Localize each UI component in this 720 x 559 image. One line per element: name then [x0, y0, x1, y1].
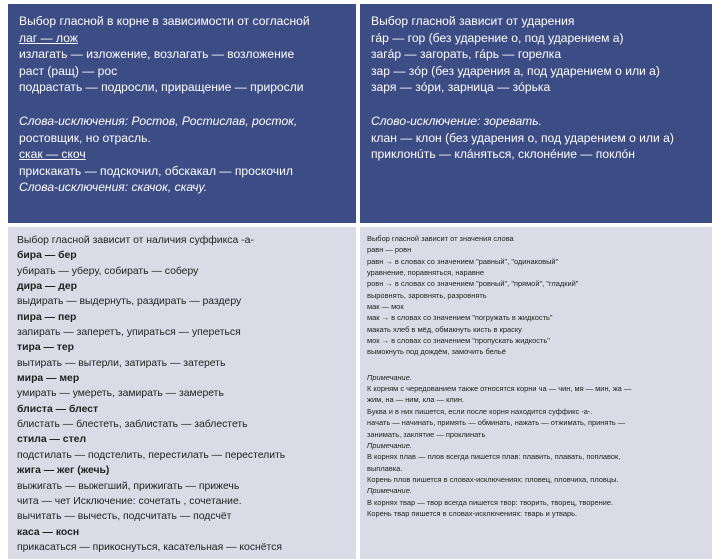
root-pair: лаг — лож — [19, 30, 78, 45]
example-line: выдирать — выдернуть, раздирать — раздеру — [17, 296, 242, 308]
root-pair: стила — стел — [17, 434, 87, 446]
root-pair: каса — косн — [17, 526, 80, 538]
note-heading: Примечание. — [367, 440, 412, 450]
exceptions-line: Слово-исключение: зоревать. — [371, 113, 542, 128]
exceptions-line: ростовщик, но отрасль. — [19, 130, 151, 145]
note-line: жим, на — ним, кла — клин. — [367, 395, 465, 405]
heading-suffix-rule: Выбор гласной зависит от наличия суффикса -а- — [17, 235, 254, 246]
example-line: прискакать — подскочил, обскакал — проскочил — [19, 163, 293, 178]
exceptions-line: Слова-исключения: Ростов, Ростислав, росток, — [19, 113, 298, 128]
example-line: вычитать — вычесть, подсчитать — подсчёт — [17, 511, 232, 523]
note-line: В корнях твар — твор всегда пишется твор: творить, творец, творение. — [367, 497, 614, 507]
note-line: Буква и в них пишется, если после корня находится суффикс -а-. — [367, 406, 593, 416]
rule-line: ровн → в словах со значением "ровный", "прямой", "гладкий" — [367, 279, 579, 289]
root-pair: блиста — блест — [17, 403, 99, 415]
rules-table — [8, 4, 712, 553]
example-line: приклонúть — клáняться, склонéние — поклóн — [371, 147, 635, 162]
cell-bottom-left — [8, 227, 356, 559]
root-pair: зар — зóр (без ударения а, под ударением о или а) — [371, 63, 660, 78]
root-pair: чита — чет Исключение: сочетать , сочетание. — [17, 495, 242, 507]
rule-line: равн → в словах со значением "равный", "одинаковый" — [367, 256, 559, 266]
root-pair: мира — мер — [17, 373, 80, 385]
root-pair: жига — жег (жечь) — [17, 465, 110, 477]
example-line: загáр — загорать, гáрь — горелка — [371, 47, 562, 62]
example-line: убирать — уберу, собирать — соберу — [17, 265, 199, 277]
note-line: Корень плов пишется в словах-исключениях: пловец, пловчиха, пловцы. — [367, 474, 619, 484]
example-line: заря — зóри, зарница — зóрька — [371, 80, 551, 95]
exceptions-line: Слова-исключения: скачок, скачу. — [19, 180, 208, 195]
cell-top-left — [8, 4, 356, 223]
root-pair: тира — тер — [17, 342, 74, 354]
note-line: Корень твар пишется в словах-исключениях: тварь и утварь. — [367, 508, 578, 518]
cell-bottom-right — [360, 227, 712, 559]
note-heading: Примечание. — [367, 486, 412, 496]
note-line: выплавка. — [367, 463, 403, 473]
root-pair: равн — ровн — [367, 245, 412, 255]
root-pair: клан — клон (без ударения о, под ударением о или а) — [371, 130, 674, 145]
heading-stress-rule: Выбор гласной зависит от ударения — [371, 14, 575, 28]
example-line: блистать — блестеть, заблистать — заблестеть — [17, 419, 248, 431]
root-pair: гáр — гор (без ударение о, под ударением а) — [371, 30, 624, 45]
root-pair: мак — мок — [367, 302, 404, 312]
example-line: уравнение, поравняться, наравне — [367, 268, 485, 278]
rule-line: мак → в словах со значением "погружать в жидкость" — [367, 313, 553, 323]
example-line: макать хлеб в мёд, обмакнуть кисть в краску — [367, 324, 522, 334]
root-pair: бира — бер — [17, 250, 77, 262]
example-line: вытирать — вытерли, затирать — затереть — [17, 357, 226, 369]
root-pair: раст (ращ) — рос — [19, 63, 118, 78]
note-line: занимать, заклятие — проклинать — [367, 429, 486, 439]
rule-line: мок → в словах со значением "пропускать жидкость" — [367, 336, 550, 346]
example-line: подстилать — подстелить, перестилать — перестелить — [17, 449, 286, 461]
example-line: выжигать — выжегший, прижигать — прижечь — [17, 480, 240, 492]
root-pair: пира — пер — [17, 311, 77, 323]
note-line: К корням с чередованием также относятся корни ча — чин, мя — мин, жа — — [367, 384, 632, 394]
example-line: выровнять, заровнять, разровнять — [367, 290, 487, 300]
example-line: подрастать — подросли, приращение — приросли — [19, 80, 304, 95]
example-line: излагать — изложение, возлагать — возложение — [19, 47, 295, 62]
root-pair: дира — дер — [17, 281, 77, 293]
root-pair: скак — скоч — [19, 147, 86, 162]
note-line: начать — начинать, примять — обминать, нажать — отжимать, принять — — [367, 418, 626, 428]
heading-meaning-rule: Выбор гласной зависит от значения слова — [367, 234, 514, 243]
example-line: запирать — заперетъ, упираться — упереться — [17, 327, 241, 339]
note-line: В корнях плав — плов всегда пишется плав: плавить, плавать, поплавок, — [367, 452, 621, 462]
example-line: прикасаться — прикоснуться, касательная — коснётся — [17, 541, 282, 553]
example-line: вымокнуть под дождём, замочить бельё — [367, 347, 506, 357]
note-heading: Примечание. — [367, 372, 412, 382]
cell-top-right — [360, 4, 712, 223]
heading-consonant-rule: Выбор гласной в корне в зависимости от согласной — [19, 14, 310, 28]
example-line: умирать — умереть, замирать — замереть — [17, 388, 224, 400]
